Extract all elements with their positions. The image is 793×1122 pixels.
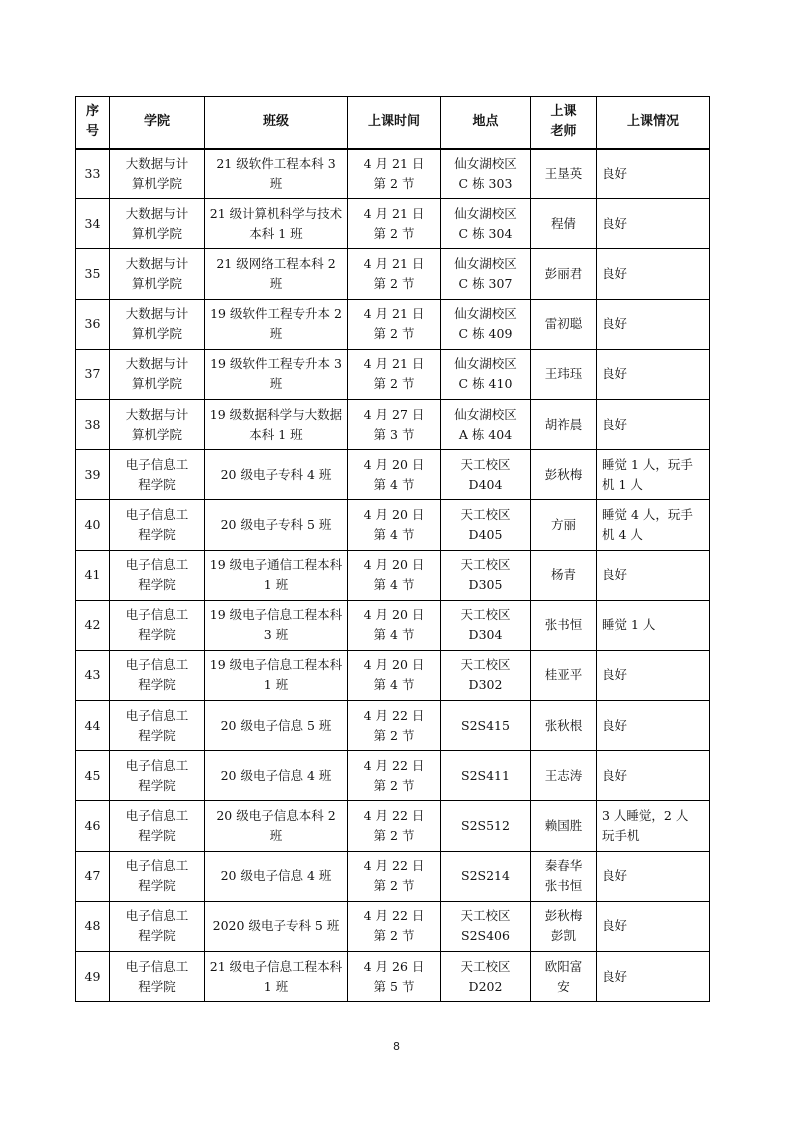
cell-class-text: 20 级电子信息本科 2 班 <box>216 808 336 844</box>
cell-time-text: 4 月 21 日 第 2 节 <box>363 306 425 342</box>
cell-time <box>348 701 441 751</box>
cell-time <box>348 952 441 1002</box>
cell-college <box>110 901 205 951</box>
cell-college-text: 大数据与计 算机学院 <box>125 306 189 342</box>
cell-class-text: 20 级电子信息 4 班 <box>220 868 332 884</box>
table-row <box>76 399 710 449</box>
cell-place <box>441 550 531 600</box>
cell-status <box>597 399 710 449</box>
cell-time-text: 4 月 22 日 第 2 节 <box>363 757 425 793</box>
table-row <box>76 600 710 650</box>
cell-place <box>441 600 531 650</box>
cell-seq <box>76 550 110 600</box>
cell-teacher-text: 王垦英 <box>544 165 583 181</box>
cell-class <box>205 801 348 851</box>
cell-seq <box>76 149 110 199</box>
cell-status-text: 3 人睡觉，2 人 玩手机 <box>602 808 689 844</box>
cell-status-text: 良好 <box>602 767 628 783</box>
cell-time-text: 4 月 20 日 第 4 节 <box>363 456 425 492</box>
cell-teacher <box>531 901 597 951</box>
cell-place-text: 天工校区 D202 <box>460 958 511 994</box>
cell-status-text: 良好 <box>602 567 628 583</box>
cell-seq <box>76 199 110 249</box>
cell-college <box>110 751 205 801</box>
cell-seq-text: 34 <box>84 215 101 231</box>
cell-time <box>348 450 441 500</box>
cell-place-text: 天工校区 D302 <box>460 657 511 693</box>
cell-college <box>110 450 205 500</box>
cell-seq <box>76 901 110 951</box>
cell-seq <box>76 751 110 801</box>
cell-place <box>441 299 531 349</box>
cell-college <box>110 701 205 751</box>
cell-teacher-text: 程倩 <box>550 215 576 231</box>
cell-time <box>348 751 441 801</box>
cell-place-text: 天工校区 D304 <box>460 607 511 643</box>
cell-place <box>441 349 531 399</box>
cell-time-text: 4 月 20 日 第 4 节 <box>363 657 425 693</box>
cell-teacher <box>531 450 597 500</box>
cell-time <box>348 550 441 600</box>
table-row <box>76 650 710 700</box>
cell-class-text: 20 级电子专科 5 班 <box>220 516 332 532</box>
cell-status-text: 良好 <box>602 265 628 281</box>
cell-college <box>110 650 205 700</box>
cell-seq-text: 35 <box>84 265 101 281</box>
cell-time <box>348 600 441 650</box>
cell-place <box>441 701 531 751</box>
cell-class-text: 2020 级电子专科 5 班 <box>212 918 340 934</box>
header-college: 学院 <box>110 97 205 149</box>
cell-place-text: S2S415 <box>461 717 510 733</box>
cell-teacher-text: 彭丽君 <box>544 265 583 281</box>
cell-time <box>348 399 441 449</box>
cell-status <box>597 199 710 249</box>
cell-class-text: 21 级电子信息工程本科 1 班 <box>209 958 343 994</box>
cell-class <box>205 450 348 500</box>
cell-time <box>348 199 441 249</box>
cell-class-text: 20 级电子专科 4 班 <box>220 466 332 482</box>
cell-seq-text: 45 <box>84 767 101 783</box>
header-class: 班级 <box>205 97 348 149</box>
cell-class <box>205 299 348 349</box>
cell-place-text: 仙女湖校区 C 栋 410 <box>454 356 517 392</box>
cell-teacher-text: 张书恒 <box>544 617 583 633</box>
cell-time-text: 4 月 22 日 第 2 节 <box>363 858 425 894</box>
header-teacher: 上课 老师 <box>531 97 597 149</box>
cell-teacher <box>531 249 597 299</box>
cell-class <box>205 349 348 399</box>
table-row <box>76 149 710 199</box>
cell-status-text: 良好 <box>602 717 628 733</box>
cell-status <box>597 851 710 901</box>
cell-time-text: 4 月 21 日 第 2 节 <box>363 255 425 291</box>
cell-place <box>441 952 531 1002</box>
cell-status <box>597 450 710 500</box>
cell-seq-text: 39 <box>84 466 101 482</box>
cell-status <box>597 149 710 199</box>
cell-college-text: 电子信息工 程学院 <box>125 657 189 693</box>
cell-place <box>441 149 531 199</box>
cell-teacher-text: 杨青 <box>550 567 576 583</box>
cell-seq <box>76 650 110 700</box>
header-time: 上课时间 <box>348 97 441 149</box>
cell-class-text: 19 级软件工程专升本 2 班 <box>210 306 342 342</box>
cell-status-text: 良好 <box>602 868 628 884</box>
cell-status <box>597 349 710 399</box>
cell-college-text: 电子信息工 程学院 <box>125 757 189 793</box>
table-row <box>76 952 710 1002</box>
cell-college <box>110 149 205 199</box>
cell-seq <box>76 500 110 550</box>
cell-college-text: 大数据与计 算机学院 <box>125 356 189 392</box>
cell-college-text: 电子信息工 程学院 <box>125 908 189 944</box>
cell-place <box>441 249 531 299</box>
cell-place-text: S2S512 <box>461 818 510 834</box>
header-status: 上课情况 <box>597 97 710 149</box>
cell-college <box>110 600 205 650</box>
cell-class <box>205 901 348 951</box>
cell-class-text: 20 级电子信息 5 班 <box>220 717 332 733</box>
cell-seq-text: 36 <box>84 316 101 332</box>
cell-teacher <box>531 600 597 650</box>
cell-status <box>597 249 710 299</box>
cell-seq-text: 38 <box>84 416 101 432</box>
cell-seq <box>76 851 110 901</box>
cell-class-text: 19 级电子通信工程本科 1 班 <box>209 557 343 593</box>
cell-teacher <box>531 801 597 851</box>
cell-class-text: 21 级网络工程本科 2 班 <box>216 255 336 291</box>
cell-class-text: 20 级电子信息 4 班 <box>220 767 332 783</box>
cell-college <box>110 349 205 399</box>
cell-college <box>110 399 205 449</box>
cell-teacher <box>531 952 597 1002</box>
cell-seq <box>76 349 110 399</box>
cell-teacher-text: 秦春华 张书恒 <box>544 858 583 894</box>
cell-place-text: 天工校区 D404 <box>460 456 511 492</box>
cell-time <box>348 851 441 901</box>
cell-college <box>110 299 205 349</box>
table-row <box>76 851 710 901</box>
cell-status-text: 良好 <box>602 366 628 382</box>
cell-seq-text: 44 <box>84 717 101 733</box>
cell-teacher-text: 胡祚晨 <box>544 416 583 432</box>
cell-time <box>348 901 441 951</box>
table-row <box>76 450 710 500</box>
table-row <box>76 751 710 801</box>
cell-place <box>441 450 531 500</box>
cell-class <box>205 149 348 199</box>
cell-college-text: 大数据与计 算机学院 <box>125 205 189 241</box>
cell-teacher-text: 桂亚平 <box>544 667 583 683</box>
cell-status-text: 良好 <box>602 215 628 231</box>
cell-college-text: 电子信息工 程学院 <box>125 607 189 643</box>
cell-college-text: 电子信息工 程学院 <box>125 958 189 994</box>
cell-status <box>597 901 710 951</box>
cell-teacher-text: 彭秋梅 彭凯 <box>544 908 583 944</box>
cell-place <box>441 199 531 249</box>
cell-class <box>205 600 348 650</box>
cell-status-text: 睡觉 4 人，玩手 机 4 人 <box>602 506 693 542</box>
cell-teacher-text: 彭秋梅 <box>544 466 583 482</box>
cell-class <box>205 550 348 600</box>
cell-status <box>597 952 710 1002</box>
cell-class-text: 21 级软件工程本科 3 班 <box>216 155 336 191</box>
cell-seq <box>76 801 110 851</box>
cell-status <box>597 550 710 600</box>
cell-seq <box>76 399 110 449</box>
cell-place-text: 仙女湖校区 C 栋 409 <box>454 306 517 342</box>
cell-status-text: 良好 <box>602 918 628 934</box>
page-number: 8 <box>393 1040 400 1053</box>
cell-class <box>205 650 348 700</box>
cell-seq-text: 42 <box>84 617 101 633</box>
cell-teacher-text: 王玮珏 <box>544 366 583 382</box>
cell-college-text: 电子信息工 程学院 <box>125 808 189 844</box>
cell-class <box>205 751 348 801</box>
cell-status-text: 良好 <box>602 165 628 181</box>
table-row <box>76 801 710 851</box>
cell-time-text: 4 月 20 日 第 4 节 <box>363 506 425 542</box>
cell-time-text: 4 月 22 日 第 2 节 <box>363 808 425 844</box>
inspection-table <box>75 96 710 1002</box>
cell-seq-text: 41 <box>84 567 101 583</box>
cell-college-text: 电子信息工 程学院 <box>125 456 189 492</box>
cell-place-text: 仙女湖校区 C 栋 303 <box>454 155 517 191</box>
cell-teacher-text: 张秋根 <box>544 717 583 733</box>
cell-teacher-text: 雷初聪 <box>544 316 583 332</box>
cell-class-text: 19 级电子信息工程本科 1 班 <box>209 657 343 693</box>
cell-seq <box>76 450 110 500</box>
cell-place-text: 仙女湖校区 C 栋 304 <box>454 205 517 241</box>
cell-teacher-text: 方丽 <box>550 516 576 532</box>
table-row <box>76 550 710 600</box>
cell-time-text: 4 月 27 日 第 3 节 <box>363 406 425 442</box>
cell-college <box>110 500 205 550</box>
cell-college <box>110 199 205 249</box>
cell-status-text: 良好 <box>602 968 628 984</box>
cell-seq <box>76 701 110 751</box>
cell-status <box>597 299 710 349</box>
cell-place-text: S2S411 <box>461 767 510 783</box>
cell-teacher <box>531 751 597 801</box>
cell-place <box>441 901 531 951</box>
cell-time-text: 4 月 20 日 第 4 节 <box>363 557 425 593</box>
cell-place-text: S2S214 <box>461 868 510 884</box>
cell-college-text: 大数据与计 算机学院 <box>125 406 189 442</box>
cell-class <box>205 952 348 1002</box>
cell-class <box>205 500 348 550</box>
cell-class <box>205 199 348 249</box>
cell-seq <box>76 952 110 1002</box>
cell-status <box>597 500 710 550</box>
cell-college <box>110 550 205 600</box>
cell-time <box>348 249 441 299</box>
table-row <box>76 249 710 299</box>
table-row <box>76 500 710 550</box>
cell-college <box>110 249 205 299</box>
cell-seq-text: 33 <box>84 165 101 181</box>
cell-teacher <box>531 500 597 550</box>
cell-seq-text: 47 <box>84 868 101 884</box>
cell-time <box>348 349 441 399</box>
cell-time-text: 4 月 21 日 第 2 节 <box>363 356 425 392</box>
cell-time-text: 4 月 21 日 第 2 节 <box>363 155 425 191</box>
table-header-row <box>76 97 710 149</box>
cell-place <box>441 650 531 700</box>
cell-teacher <box>531 149 597 199</box>
cell-class-text: 21 级计算机科学与技术 本科 1 班 <box>209 205 343 241</box>
cell-status <box>597 600 710 650</box>
cell-college <box>110 851 205 901</box>
cell-time-text: 4 月 22 日 第 2 节 <box>363 707 425 743</box>
cell-time <box>348 500 441 550</box>
cell-teacher <box>531 851 597 901</box>
cell-college-text: 电子信息工 程学院 <box>125 557 189 593</box>
cell-place-text: 仙女湖校区 A 栋 404 <box>454 406 517 442</box>
cell-college-text: 大数据与计 算机学院 <box>125 155 189 191</box>
cell-college-text: 大数据与计 算机学院 <box>125 255 189 291</box>
cell-seq-text: 48 <box>84 918 101 934</box>
cell-seq <box>76 249 110 299</box>
cell-place <box>441 399 531 449</box>
cell-college-text: 电子信息工 程学院 <box>125 707 189 743</box>
cell-status <box>597 701 710 751</box>
cell-time-text: 4 月 22 日 第 2 节 <box>363 908 425 944</box>
cell-teacher <box>531 199 597 249</box>
cell-teacher <box>531 701 597 751</box>
cell-teacher-text: 欧阳富 安 <box>544 958 583 994</box>
cell-time <box>348 650 441 700</box>
cell-status <box>597 650 710 700</box>
cell-status-text: 良好 <box>602 316 628 332</box>
cell-place-text: 仙女湖校区 C 栋 307 <box>454 255 517 291</box>
cell-place <box>441 801 531 851</box>
cell-class <box>205 399 348 449</box>
cell-class <box>205 701 348 751</box>
cell-class-text: 19 级软件工程专升本 3 班 <box>210 356 342 392</box>
table-row <box>76 199 710 249</box>
cell-college-text: 电子信息工 程学院 <box>125 506 189 542</box>
table-row <box>76 901 710 951</box>
cell-teacher-text: 赖国胜 <box>544 818 583 834</box>
cell-seq <box>76 600 110 650</box>
cell-status-text: 睡觉 1 人，玩手 机 1 人 <box>602 456 693 492</box>
cell-place-text: 天工校区 D305 <box>460 557 511 593</box>
cell-seq-text: 49 <box>84 968 101 984</box>
cell-time-text: 4 月 20 日 第 4 节 <box>363 607 425 643</box>
cell-time-text: 4 月 21 日 第 2 节 <box>363 205 425 241</box>
header-seq: 序 号 <box>76 97 110 149</box>
cell-seq <box>76 299 110 349</box>
cell-teacher <box>531 550 597 600</box>
cell-place <box>441 751 531 801</box>
header-place: 地点 <box>441 97 531 149</box>
cell-time <box>348 801 441 851</box>
cell-teacher <box>531 399 597 449</box>
cell-status-text: 睡觉 1 人 <box>602 617 656 633</box>
cell-teacher-text: 王志涛 <box>544 767 583 783</box>
cell-place-text: 天工校区 D405 <box>460 506 511 542</box>
cell-seq-text: 37 <box>84 366 101 382</box>
table-body <box>76 149 710 1002</box>
cell-college <box>110 801 205 851</box>
cell-class <box>205 249 348 299</box>
cell-seq-text: 46 <box>84 818 101 834</box>
cell-status <box>597 801 710 851</box>
cell-class-text: 19 级电子信息工程本科 3 班 <box>209 607 343 643</box>
cell-place-text: 天工校区 S2S406 <box>460 908 511 944</box>
cell-time <box>348 149 441 199</box>
cell-college <box>110 952 205 1002</box>
cell-place <box>441 500 531 550</box>
table-row <box>76 349 710 399</box>
cell-status <box>597 751 710 801</box>
cell-seq-text: 43 <box>84 667 101 683</box>
cell-college-text: 电子信息工 程学院 <box>125 858 189 894</box>
cell-time-text: 4 月 26 日 第 5 节 <box>363 958 425 994</box>
cell-status-text: 良好 <box>602 416 628 432</box>
cell-seq-text: 40 <box>84 516 101 532</box>
cell-teacher <box>531 349 597 399</box>
table-row <box>76 701 710 751</box>
cell-class-text: 19 级数据科学与大数据 本科 1 班 <box>209 406 343 442</box>
table-row <box>76 299 710 349</box>
cell-teacher <box>531 299 597 349</box>
cell-place <box>441 851 531 901</box>
cell-teacher <box>531 650 597 700</box>
cell-class <box>205 851 348 901</box>
cell-status-text: 良好 <box>602 667 628 683</box>
cell-time <box>348 299 441 349</box>
